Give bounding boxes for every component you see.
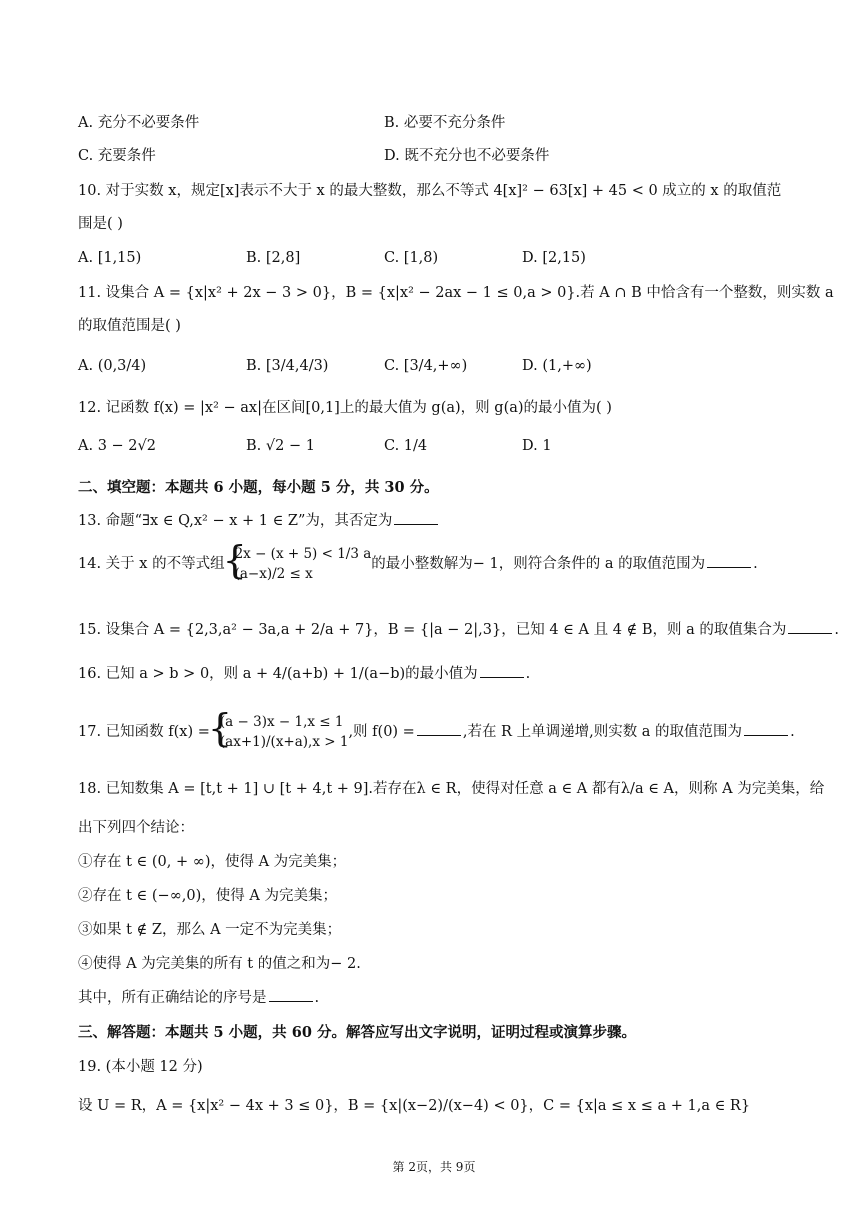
q10-option-b: B. [2,8] [246,250,301,266]
q16-answer-blank[interactable] [480,665,524,678]
q18-item-4-mark: ④ [78,956,93,972]
q10-text-line1: 10. 对于实数 x，规定[x]表示不大于 x 的最大整数，那么不等式 4[x]² − 63[x] + 45 < 0 成立的 x 的取值范 [78,183,782,199]
q13-label: 13. 命题“∃x ∈ Q,x² − x + 1 ∈ Z”为，其否定为 [78,513,393,529]
q13-text [78,511,440,531]
q9-option-a: A. 充分不必要条件 [78,115,200,131]
q12-text: 12. 记函数 f(x) = |x² − ax|在区间[0,1]上的最大值为 g(a)，则 g(a)的最小值为( ) [78,400,612,416]
q9-option-b: B. 必要不充分条件 [384,115,506,131]
q17-middle: ,则 f(0) = [348,724,415,740]
q10-option-d: D. [2,15) [522,250,586,266]
q19-body: 设 U = R，A = {x|x² − 4x + 3 ≤ 0}，B = {x|(x−2)/(x−4) < 0}，C = {x|a ≤ x ≤ a + 1,a ∈ R} [78,1098,751,1114]
q14-suffix: 的最小整数解为− 1，则符合条件的 a 的取值范围为 [371,556,706,572]
section-3-heading: 三、解答题：本题共 5 小题，共 60 分。解答应写出文字说明，证明过程或演算步骤。 [78,1024,636,1041]
q18-item-2-mark: ② [78,888,93,904]
q9-option-d: D. 既不充分也不必要条件 [384,148,550,164]
q10-text-line2: 围是( ) [78,216,123,232]
q12-option-d: D. 1 [522,438,552,454]
q18-item-1: ①存在 t ∈ (0, + ∞)，使得 A 为完美集； [78,854,347,870]
q9-option-c: C. 充要条件 [78,148,156,164]
section-2-heading: 二、填空题：本题共 6 小题，每小题 5 分，共 30 分。 [78,479,439,496]
q18-item-1-mark: ① [78,854,93,870]
q17-answer-blank-1[interactable] [417,723,461,736]
q18-item-3-mark: ③ [78,922,93,938]
q17-answer-blank-2[interactable] [744,723,788,736]
q14-prefix: 14. 关于 x 的不等式组 [78,556,225,572]
q18-conclusion: 其中，所有正确结论的序号是 . [78,990,320,1006]
q11-text-line1: 11. 设集合 A = {x|x² + 2x − 3 > 0}，B = {x|x² − 2ax − 1 ≤ 0,a > 0}.若 A ∩ B 中恰含有一个整数，则实数 a [78,285,834,301]
q14-answer-blank[interactable] [707,555,751,568]
q11-option-d: D. (1,+∞) [522,358,592,374]
q18-item-2: ②存在 t ∈ (−∞,0)，使得 A 为完美集； [78,888,337,904]
q14-inequality-system [225,544,372,584]
q18-conclusion-label: 其中，所有正确结论的序号是 [78,990,267,1006]
q18-item-3: ③如果 t ∉ Z，那么 A 一定不为完美集； [78,922,342,938]
q15-label: 15. 设集合 A = {2,3,a² − 3a,a + 2/a + 7}，B = {|a − 2|,3}，已知 4 ∈ A 且 4 ∉ B，则 a 的取值集合为 [78,622,787,638]
q16-text: 16. 已知 a > b > 0，则 a + 4/(a+b) + 1/(a−b)的最小值为 . [78,666,531,682]
q18-text-line1: 18. 已知数集 A = [t,t + 1] ∪ [t + 4,t + 9].若存在λ ∈ R，使得对任意 a ∈ A 都有λ/a ∈ A，则称 A 为完美集，给 [78,781,825,797]
q11-option-c: C. [3/4,+∞) [384,358,468,374]
q17-prefix: 17. 已知函数 f(x) = [78,724,210,740]
q17-piece2: (ax+1)/(x+a),x > 1 [219,734,349,750]
q14-system-row1: { 2x − (x + 5) < 1/3 a [234,546,372,562]
q11-option-a: A. (0,3/4) [78,358,147,374]
q15-answer-blank[interactable] [788,621,832,634]
q10-option-a: A. [1,15) [78,250,142,266]
q11-option-b: B. [3/4,4/3) [246,358,329,374]
q17-piece1: { (a − 3)x − 1,x ≤ 1 [219,714,344,730]
q18-answer-blank[interactable] [269,989,313,1002]
q12-option-b: B. √2 − 1 [246,438,315,454]
q10-option-c: C. [1,8) [384,250,439,266]
q16-label: 16. 已知 a > b > 0，则 a + 4/(a+b) + 1/(a−b)的最小值为 [78,666,478,682]
q15-text: 15. 设集合 A = {2,3,a² − 3a,a + 2/a + 7}，B = {|a − 2|,3}，已知 4 ∈ A 且 4 ∉ B，则 a 的取值集合为 . [78,622,839,638]
q14-system-row2: (a−x)/2 ≤ x [234,566,313,582]
q18-item-4: ④使得 A 为完美集的所有 t 的值之和为− 2. [78,956,361,972]
page-footer: 第 2页，共 9页 [392,1160,476,1174]
q14-text: 14. 关于 x 的不等式组 { 2x − (x + 5) < 1/3 a (a−x)/2 ≤ x 的最小整数解为− 1，则符合条件的 a 的取值范围为 . [78,542,758,586]
q19-title: 19. (本小题 12 分) [78,1059,203,1075]
q17-suffix: ,若在 R 上单调递增,则实数 a 的取值范围为 [462,724,743,740]
q18-text-line2: 出下列四个结论： [78,820,194,836]
q12-option-a: A. 3 − 2√2 [78,438,156,454]
q11-text-line2: 的取值范围是( ) [78,318,181,334]
q17-piecewise [210,712,349,752]
q12-option-c: C. 1/4 [384,438,428,454]
q13-answer-blank[interactable] [394,512,438,525]
q17-text: 17. 已知函数 f(x) = { (a − 3)x − 1,x ≤ 1 (ax+1)/(x+a),x > 1 ,则 f(0) = ,若在 R 上单调递增,则实数 a 的取值范围为 . [78,710,795,754]
